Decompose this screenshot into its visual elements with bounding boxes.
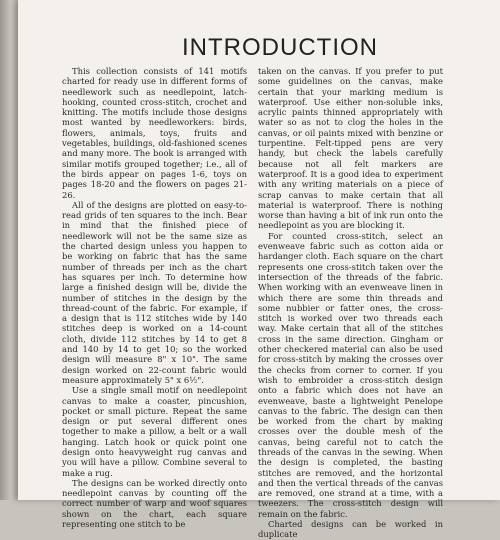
left-column	[62, 66, 247, 529]
paragraph: This collection consists of 141 motifs charted for ready use in different forms of needlework such as needlepoint, latch-hooking, counted cross-stitch, crochet and knitting. The motifs include those designs most wanted by needleworkers: birds, flowers, animals, toys, fruits and vegetables, buildings, old-fashioned scenes and many more. The book is arranged with similar motifs grouped together; i.e., all of the birds appear on pages 1-6, toys on pages 18-20 and the flowers on pages 21-26.	[62, 66, 247, 200]
right-column	[258, 66, 443, 540]
book-spine-shadow	[0, 0, 18, 500]
paragraph: Charted designs can be worked in duplicate	[258, 519, 443, 540]
page-title: INTRODUCTION	[182, 34, 378, 62]
paragraph: The designs can be worked directly onto needlepoint canvas by counting off the correct number of warp and woof squares shown on the chart, each square representing one stitch to be	[62, 477, 247, 530]
paragraph: taken on the canvas. If you prefer to put some guidelines on the canvas, make certain that your marking medium is waterproof. Use either non-soluble inks, acrylic paints thinned appropriately with water so as not to clog the holes in the canvas, or oil paints mixed with benzine or turpentine. Felt-tipped pens are very handy, but check the labels carefully because not all felt markers are waterproof. It is a good idea to experiment with any writing materials on a piece of scrap canvas to make certain that all material is waterproof. There is nothing worse than having a bit of ink run onto the needlepoint as you are blocking it.	[258, 66, 443, 231]
paragraph: All of the designs are plotted on easy-to-read grids of ten squares to the inch. Bear in mind that the finished piece of needlework will not be the same size as the charted design unless you happen to be working on fabric that has the same number of threads per inch as the chart has squares per inch. To determine how large a finished design will be, divide the number of stitches in the design by the thread-count of the fabric. For example, if a design that is 112 stitches wide by 140 stitches deep is worked on a 14-count cloth, divide 112 stitches by 14 to get 8 and 140 by 14 to get 10; so the worked design will measure 8" x 10". The same design worked on 22-count fabric would measure approximately 5" x 6½".	[62, 199, 247, 385]
paragraph: Use a single small motif on needlepoint canvas to make a coaster, pincushion, pocket or small picture. Repeat the same design or put several different ones together to make a pillow, a belt or a wall hanging. Latch hook or quick point one design onto heavyweight rug canvas and you will have a pillow. Combine several to make a rug.	[62, 385, 247, 478]
paragraph: For counted cross-stitch, select an evenweave fabric such as cotton aida or hardanger cloth. Each square on the chart represents one cross-stitch taken over the intersection of the threads of the fabric. When working with an evenweave linen in which there are some thin threads and some nubbier or fatter ones, the cross-stitch is worked over two threads each way. Make certain that all of the stitches cross in the same direction. Gingham or other checkered material can also be used for cross-stitch by making the crosses over the checks from corner to corner. If you wish to embroider a cross-stitch design onto a fabric which does not have an evenweave, baste a lightweight Penelope canvas to the fabric. The design can then be worked from the chart by making crosses over the double mesh of the canvas, being careful not to catch the threads of the canvas in the sewing. When the design is completed, the basting stitches are removed, and the horizontal and then the vertical threads of the canvas are removed, one strand at a time, with a tweezers. The cross-stitch design will remain on the fabric.	[258, 230, 443, 519]
